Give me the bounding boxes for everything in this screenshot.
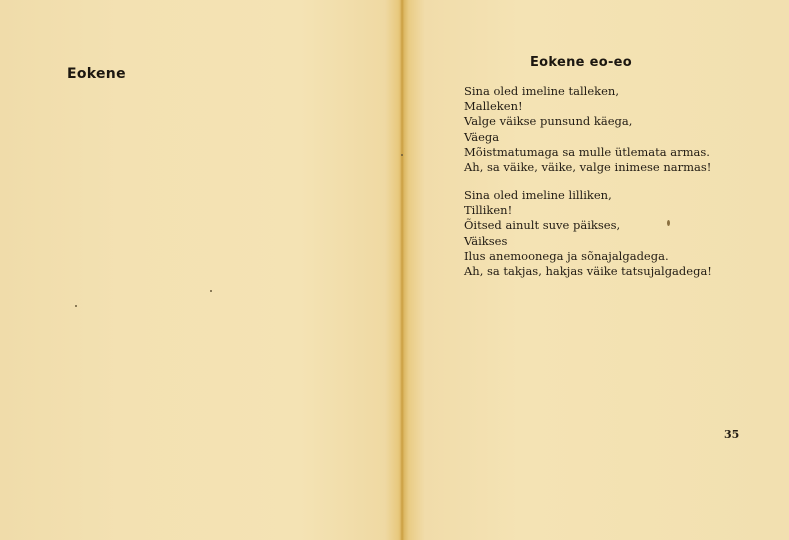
poem-line: Mõistmatumaga sa mulle ütlemata armas. xyxy=(464,144,710,159)
poem-line: Ilus anemoonega ja sõnajalgadega. xyxy=(464,248,669,263)
poem-line: Väega xyxy=(464,129,500,144)
paper-speck xyxy=(75,305,77,307)
poem-line: Ah, sa väike, väike, valge inimese narmas! xyxy=(464,159,712,174)
paper-speck xyxy=(667,220,670,226)
poem-line: Ah, sa takjas, hakjas väike tatsujalgadega! xyxy=(464,263,712,278)
page-number: 35 xyxy=(724,428,740,441)
paper-speck xyxy=(401,154,403,156)
poem-line: Sina oled imeline lilliken, xyxy=(464,188,612,202)
book-gutter xyxy=(400,0,404,540)
poem-line: Valge väikse punsund käega, xyxy=(464,114,633,129)
paper-speck xyxy=(210,290,212,292)
poem-line: Tilliken! xyxy=(464,203,513,218)
poem-stanza xyxy=(464,84,711,175)
poem-line: Sina oled imeline talleken, xyxy=(464,84,619,98)
poem-line: Malleken! xyxy=(464,99,523,114)
poem-title: Eokene eo-eo xyxy=(530,55,633,70)
poem-stanza xyxy=(464,188,712,279)
poem-line: Õitsed ainult suve päikses, xyxy=(464,218,621,233)
poem-line: Väikses xyxy=(464,233,508,248)
right-page xyxy=(405,0,789,540)
left-page-title: Eokene xyxy=(67,66,126,82)
